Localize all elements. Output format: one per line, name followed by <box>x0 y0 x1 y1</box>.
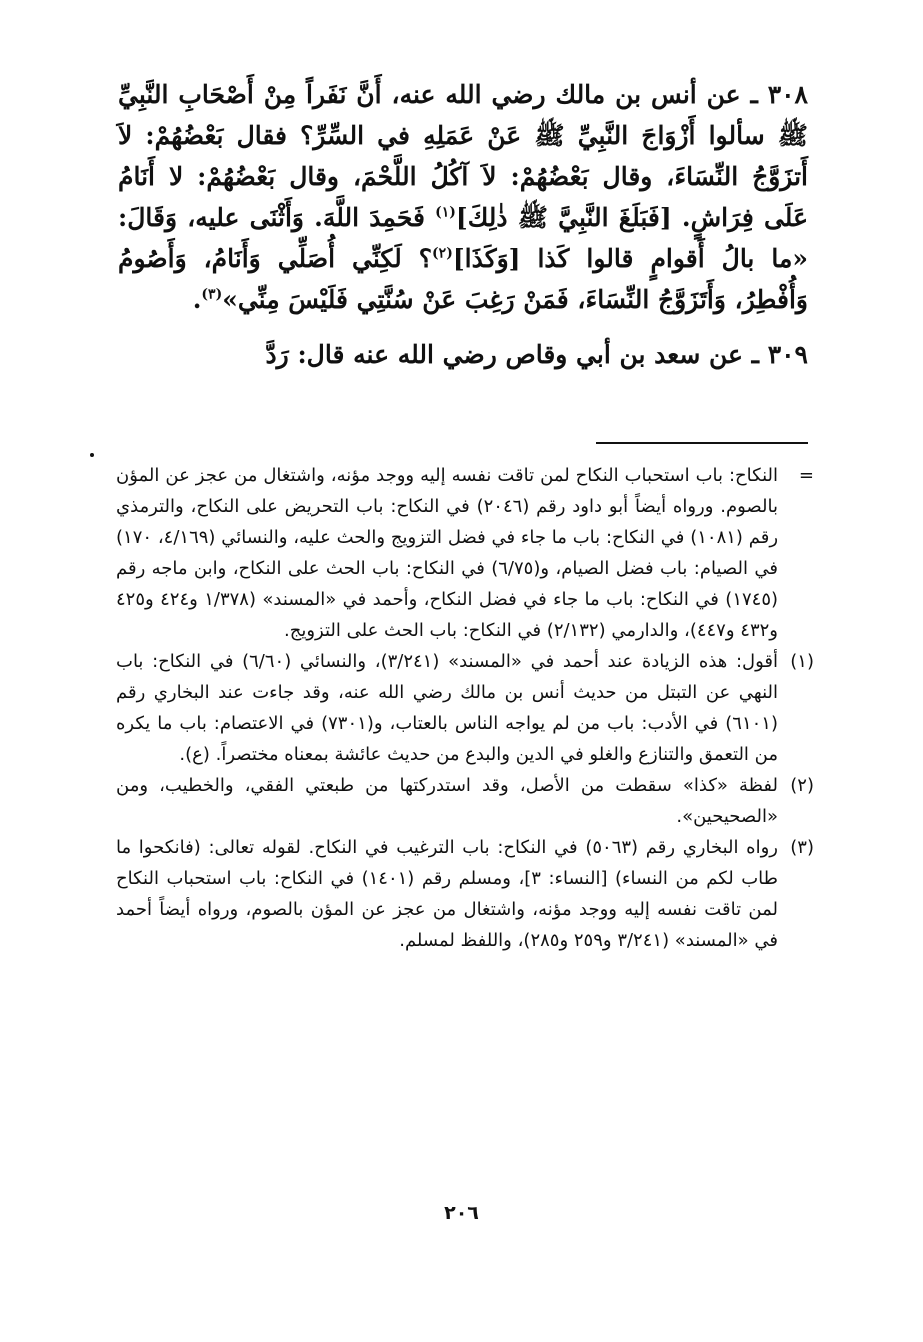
footnote-marker: (١) <box>790 651 814 672</box>
footnote-text: النكاح: باب استحباب النكاح لمن تاقت نفسه إليه ووجد مؤنه، واشتغال من عجز عن المؤن بالصوم. ورواه أيضاً أبو داود رقم (٢٠٤٦) في النكاح: باب التحريض على النكاح، والترمذي رقم (١٠٨١) في النكاح: باب ما جاء في فضل التزويج والحث عليه، والنسائي (٤/١٦٩، ١٧٠) في الصيام: باب فضل الصيام، و(٦/٧٥) في النكاح: باب الحث على النكاح، وابن ماجه رقم (١٧٤٥) في النكاح: باب ما جاء في فضل النكاح، وأحمد في «المسند» (١/٣٧٨ و٤٢٤ و٤٢٥ و٤٣٢ و٤٤٧)، والدارمي (٢/١٣٢) في النكاح: باب الحث على التزويج. <box>116 465 779 641</box>
footnote-text: لفظة «كذا» سقطت من الأصل، وقد استدركتها من طبعتي الفقي، والخطيب، ومن «الصحيحين». <box>116 775 778 827</box>
footnote-2 <box>116 770 814 832</box>
margin-dot <box>90 453 94 457</box>
hadith-text <box>118 74 808 375</box>
footnote-marker: = <box>798 465 814 486</box>
footnote-ref-1: (١) <box>435 204 456 221</box>
footnote-ref-3: (٣) <box>201 286 223 303</box>
hadith-308-part2: فَحَمِدَ اللَّهَ. وَأَثْنَى عليه، وَقَالَ: «ما بالُ أَقوامٍ قالوا كَذا [وَكَذَا] <box>118 203 808 273</box>
footnote-3 <box>116 832 814 956</box>
hadith-309: ٣٠٩ ـ عن سعد بن أبي وقاص رضي الله عنه قال: رَدَّ <box>265 340 808 369</box>
hadith-308-part3: ؟ لَكِنِّي أُصَلِّي وَأَنَامُ، وَأَصُومُ وَأُفْطِرُ، وَأَتَزَوَّجُ النِّسَاءَ، فَمَنْ رَغِبَ عَنْ سُنَّتِي فَلَيْسَ مِنِّي» <box>118 244 808 314</box>
hadith-308 <box>118 74 808 320</box>
footnotes <box>116 460 814 956</box>
footnote-1 <box>116 646 814 770</box>
footnote-marker: (٣) <box>790 837 814 858</box>
hadith-308-part1: ٣٠٨ ـ عن أنس بن مالك رضي الله عنه، أَنَّ نَفَراً مِنْ أَصْحَابِ النَّبِيِّ ﷺ سألوا أَزْوَاجَ النَّبِيِّ ﷺ عَنْ عَمَلِهِ في السِّرِّ؟ فقال بَعْضُهُمْ: لاَ أَتزَوَّجُ النِّسَاءَ، وقال بَعْضُهُمْ: لاَ آكُلُ اللَّحْمَ، وقال بَعْضُهُمْ: لا أَنَامُ عَلَى فِرَاشٍ. [فَبَلَغَ النَّبِيَّ ﷺ ذٰلِكَ] <box>118 80 808 232</box>
footnote-continuation <box>116 460 814 646</box>
footnote-separator <box>596 442 808 444</box>
footnote-text: أقول: هذه الزيادة عند أحمد في «المسند» (٣/٢٤١)، والنسائي (٦/٦٠) في النكاح: باب النهي عن التبتل من حديث أنس بن مالك رضي الله عنه، وقد جاءت عند البخاري رقم (٦١٠١) في الأدب: باب من لم يواجه الناس بالعتاب، و(٧٣٠١) في الاعتصام: باب ما يكره من التعمق والتنازع والغلو في الدين والبدع من حديث عائشة بمعناه مختصراً. (ع). <box>116 651 778 765</box>
footnote-marker: (٢) <box>790 775 814 796</box>
footnote-text: رواه البخاري رقم (٥٠٦٣) في النكاح: باب الترغيب في النكاح. لقوله تعالى: (فانكحوا ما طاب لكم من النساء) [النساء: ٣]، ومسلم رقم (١٤٠١) في النكاح: باب استحباب النكاح لمن تاقت نفسه إليه ووجد مؤنه، واشتغال من عجز عن المؤن بالصوم، ورواه أيضاً أحمد في «المسند» (٣/٢٤١ و٢٥٩ و٢٨٥)، واللفظ لمسلم. <box>116 837 778 951</box>
hadith-308-end: . <box>192 285 202 314</box>
footnote-ref-2: (٢) <box>432 245 453 262</box>
page-number: ٢٠٦ <box>444 1202 479 1224</box>
